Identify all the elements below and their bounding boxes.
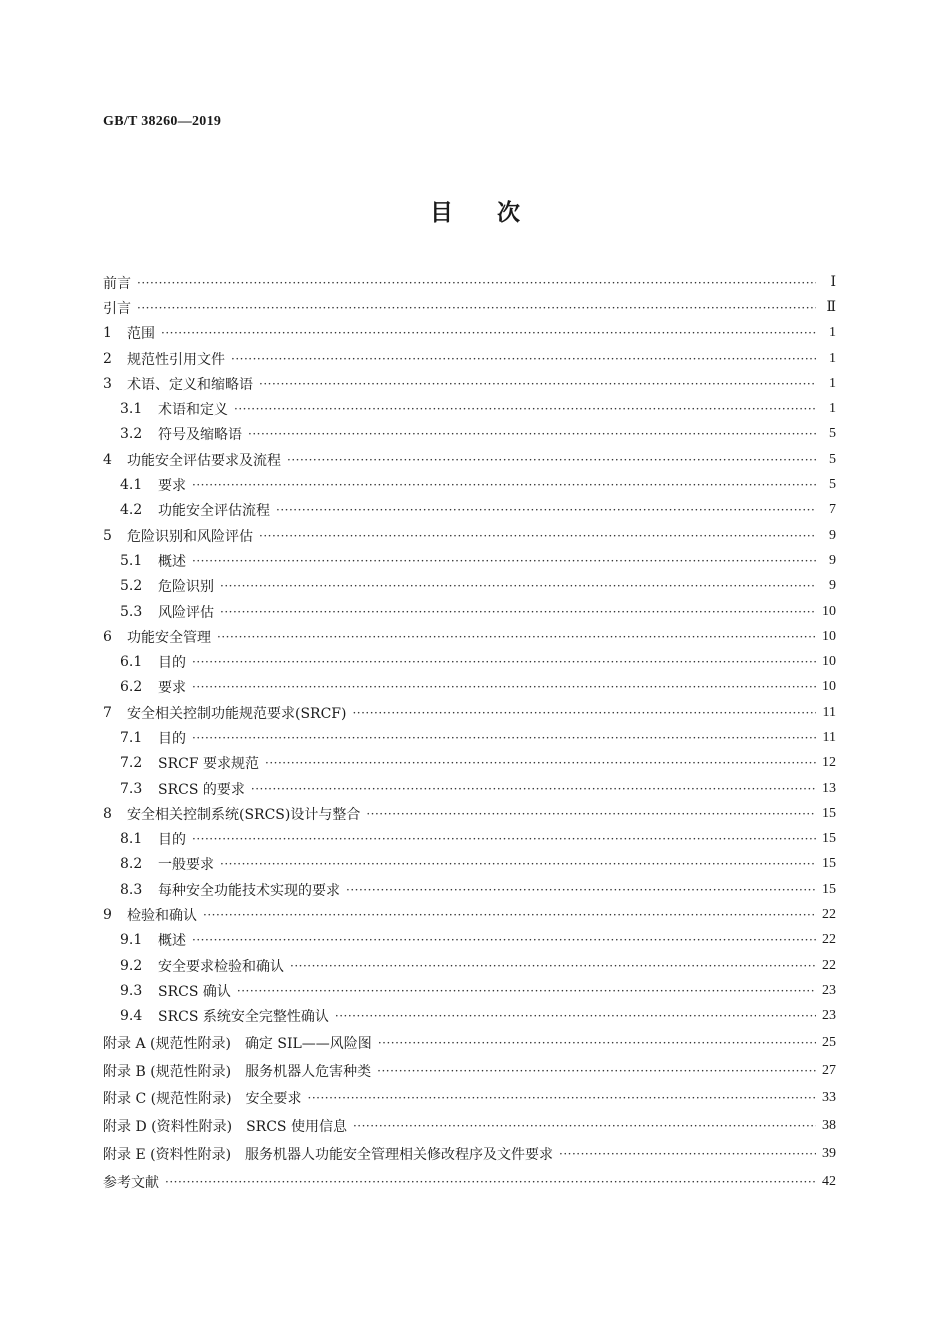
toc-entry[interactable]: [103, 1168, 836, 1196]
toc-entry[interactable]: [103, 953, 836, 978]
toc-leader-dots: [237, 985, 816, 997]
toc-section-number: 8.3: [120, 881, 143, 898]
toc-annex-label: 附录 E (资料性附录): [103, 1146, 232, 1163]
toc-entry-title: 范围: [127, 326, 155, 343]
toc-page-number: 5: [829, 426, 836, 442]
toc-entry-title: 检验和确认: [127, 908, 197, 925]
toc-section-number: 5.1: [120, 552, 143, 569]
toc-section-number: 3: [103, 375, 112, 392]
toc-section-number: 1: [103, 325, 112, 342]
toc-page-number: 10: [822, 679, 836, 695]
toc-section-number: 4: [103, 451, 112, 468]
toc-leader-dots: [353, 1120, 816, 1132]
toc-page-number: 23: [822, 982, 836, 998]
toc-entry-title: 规范性引用文件: [127, 351, 225, 368]
toc-annex-label: 附录 D (资料性附录): [103, 1119, 233, 1136]
toc-section-number: 6.2: [120, 679, 143, 696]
toc-entry[interactable]: [103, 902, 836, 927]
toc-section-number: 3.2: [120, 426, 143, 443]
toc-page-number: 10: [822, 654, 836, 670]
toc-page-number: 13: [822, 780, 836, 796]
toc-entry-title: 功能安全评估要求及流程: [127, 452, 281, 469]
toc-page-number: 11: [822, 729, 836, 745]
toc-section-number: 7.2: [120, 755, 143, 772]
toc-section-number: 9.2: [120, 957, 143, 974]
toc-annex-label: 附录 B (规范性附录): [103, 1063, 232, 1080]
toc-entry[interactable]: [103, 1004, 836, 1029]
toc-entry-title: 一般要求: [158, 857, 214, 874]
toc-leader-dots: [231, 353, 816, 365]
toc-section-number: 9.3: [120, 982, 143, 999]
toc-entry-title: 危险识别和风险评估: [127, 528, 253, 545]
toc-entry-title: 目的: [158, 832, 186, 849]
toc-entry[interactable]: [103, 700, 836, 725]
toc-entry[interactable]: [103, 548, 836, 573]
toc-entry-title: 前言: [103, 275, 131, 292]
toc-leader-dots: [203, 909, 816, 921]
toc-section-number: 9: [103, 907, 112, 924]
toc-page-number: 1: [829, 401, 836, 417]
toc-entry-title: 术语和定义: [158, 402, 228, 419]
toc-leader-dots: [335, 1010, 816, 1022]
toc-entry[interactable]: [103, 447, 836, 472]
toc-page-number: 9: [829, 578, 836, 594]
toc-page-number: 12: [822, 755, 836, 771]
toc-leader-dots: [192, 656, 816, 668]
toc-entry-title: 风险评估: [158, 604, 214, 621]
toc-leader-dots: [192, 732, 816, 744]
toc-annex-label: 附录 C (规范性附录): [103, 1091, 232, 1108]
toc-page-number: 22: [822, 907, 836, 923]
toc-page-number: 23: [822, 1008, 836, 1024]
toc-entry-title: 安全相关控制功能规范要求(SRCF): [127, 705, 347, 722]
toc-entry-title: 目的: [158, 655, 186, 672]
toc-page-number: 15: [822, 831, 836, 847]
table-of-contents: [103, 270, 836, 1196]
toc-entry[interactable]: [103, 776, 836, 801]
toc-entry[interactable]: [103, 321, 836, 346]
toc-entry[interactable]: [103, 1140, 836, 1168]
toc-section-number: 6.1: [120, 654, 143, 671]
toc-entry[interactable]: [103, 928, 836, 953]
toc-leader-dots: [137, 277, 816, 289]
toc-entry-title: 术语、定义和缩略语: [127, 376, 253, 393]
toc-section-number: 7.1: [120, 729, 143, 746]
toc-leader-dots: [220, 858, 816, 870]
toc-entry[interactable]: [103, 827, 836, 852]
toc-section-number: 8: [103, 805, 112, 822]
toc-entry[interactable]: [103, 270, 836, 295]
toc-leader-dots: [165, 1176, 816, 1188]
toc-section-number: 5: [103, 527, 112, 544]
toc-entry-title: 目的: [158, 730, 186, 747]
toc-section-number: 3.1: [120, 401, 143, 418]
toc-entry-title: 服务机器人功能安全管理相关修改程序及文件要求: [245, 1146, 554, 1163]
toc-entry-title: 参考文献: [103, 1174, 159, 1191]
toc-entry[interactable]: [103, 295, 836, 320]
toc-entry-title: 引言: [103, 300, 131, 317]
toc-entry-title: SRCF 要求规范: [158, 756, 260, 773]
toc-section-number: 5.3: [120, 603, 143, 620]
toc-entry[interactable]: [103, 1029, 836, 1057]
toc-entry-title: SRCS 的要求: [158, 781, 245, 798]
toc-entry[interactable]: [103, 523, 836, 548]
toc-section-number: 4.2: [120, 502, 143, 519]
toc-entry-title: SRCS 使用信息: [246, 1119, 347, 1136]
toc-page-number: 10: [822, 628, 836, 644]
toc-entry[interactable]: [103, 1112, 836, 1140]
toc-entry-title: 服务机器人危害种类: [245, 1063, 372, 1080]
toc-page-number: 22: [822, 957, 836, 973]
toc-leader-dots: [308, 1092, 816, 1104]
toc-entry[interactable]: [103, 877, 836, 902]
toc-page-number: 5: [829, 477, 836, 493]
toc-entry-title: SRCS 确认: [158, 983, 231, 1000]
toc-entry-title: 危险识别: [158, 579, 214, 596]
toc-page-number: 15: [822, 856, 836, 872]
toc-leader-dots: [248, 428, 816, 440]
toc-leader-dots: [287, 454, 816, 466]
toc-entry-title: 每种安全功能技术实现的要求: [158, 882, 340, 899]
toc-page-number: 22: [822, 932, 836, 948]
toc-leader-dots: [192, 833, 816, 845]
toc-leader-dots: [217, 631, 816, 643]
toc-leader-dots: [366, 808, 816, 820]
toc-entry[interactable]: [103, 725, 836, 750]
toc-page-number: 25: [822, 1034, 836, 1050]
toc-entry[interactable]: [103, 346, 836, 371]
toc-entry-title: 符号及缩略语: [158, 427, 242, 444]
toc-section-number: 9.1: [120, 932, 143, 949]
toc-entry[interactable]: [103, 472, 836, 497]
toc-entry[interactable]: [103, 624, 836, 649]
toc-page-number: 38: [822, 1118, 836, 1134]
toc-leader-dots: [161, 327, 816, 339]
toc-entry[interactable]: [103, 1085, 836, 1113]
toc-leader-dots: [346, 884, 816, 896]
toc-entry[interactable]: [103, 801, 836, 826]
toc-section-number: 8.1: [120, 831, 143, 848]
toc-leader-dots: [234, 403, 816, 415]
toc-page-number: 9: [829, 552, 836, 568]
toc-page-number: 5: [829, 451, 836, 467]
toc-entry[interactable]: [103, 371, 836, 396]
toc-page-number: 1: [829, 325, 836, 341]
toc-page-number: 42: [822, 1173, 836, 1189]
toc-leader-dots: [259, 378, 816, 390]
toc-leader-dots: [251, 783, 816, 795]
toc-entry-title: 安全相关控制系统(SRCS)设计与整合: [127, 806, 361, 823]
toc-entry[interactable]: [103, 675, 836, 700]
toc-section-number: 7.3: [120, 780, 143, 797]
toc-entry[interactable]: [103, 599, 836, 624]
toc-entry-title: 确定 SIL——风险图: [244, 1035, 372, 1052]
toc-leader-dots: [377, 1065, 816, 1077]
toc-section-number: 6: [103, 628, 112, 645]
toc-page-number: 7: [829, 502, 836, 518]
toc-page-number: Ⅱ: [826, 300, 836, 316]
toc-leader-dots: [192, 479, 816, 491]
toc-entry[interactable]: [103, 751, 836, 776]
toc-leader-dots: [259, 530, 816, 542]
toc-entry-title: 功能安全评估流程: [158, 503, 270, 520]
toc-entry-title: 要求: [158, 478, 186, 495]
toc-entry-title: 概述: [158, 553, 186, 570]
toc-entry-title: 概述: [158, 933, 186, 950]
toc-page-number: 9: [829, 527, 836, 543]
toc-entry-title: 要求: [158, 680, 186, 697]
toc-section-number: 4.1: [120, 477, 143, 494]
toc-leader-dots: [276, 504, 816, 516]
toc-leader-dots: [220, 580, 816, 592]
toc-leader-dots: [290, 960, 816, 972]
toc-leader-dots: [220, 606, 816, 618]
toc-entry-title: 安全要求: [245, 1091, 302, 1108]
toc-leader-dots: [137, 302, 816, 314]
toc-entry-title: SRCS 系统安全完整性确认: [158, 1009, 329, 1026]
toc-page-number: 11: [822, 704, 836, 720]
toc-entry[interactable]: [103, 978, 836, 1003]
toc-page-number: 1: [829, 375, 836, 391]
toc-leader-dots: [352, 707, 816, 719]
page-title: 目次: [430, 199, 564, 226]
toc-page-number: 27: [822, 1062, 836, 1078]
toc-leader-dots: [192, 681, 816, 693]
toc-entry[interactable]: [103, 498, 836, 523]
toc-leader-dots: [265, 757, 816, 769]
toc-entry[interactable]: [103, 574, 836, 599]
toc-leader-dots: [559, 1148, 816, 1160]
toc-leader-dots: [378, 1037, 816, 1049]
toc-entry-title: 安全要求检验和确认: [158, 958, 284, 975]
toc-page-number: 15: [822, 805, 836, 821]
toc-leader-dots: [192, 555, 816, 567]
toc-section-number: 2: [103, 350, 112, 367]
toc-entry[interactable]: [103, 396, 836, 421]
toc-section-number: 7: [103, 704, 112, 721]
toc-page-number: 39: [822, 1145, 836, 1161]
toc-entry[interactable]: [103, 649, 836, 674]
toc-page-number: 1: [829, 350, 836, 366]
toc-entry[interactable]: [103, 852, 836, 877]
standard-code: GB/T 38260—2019: [103, 114, 222, 129]
toc-annex-label: 附录 A (规范性附录): [103, 1035, 231, 1052]
toc-section-number: 9.4: [120, 1008, 143, 1025]
toc-section-number: 5.2: [120, 578, 143, 595]
toc-entry[interactable]: [103, 1057, 836, 1085]
toc-page-number: 15: [822, 881, 836, 897]
toc-section-number: 8.2: [120, 856, 143, 873]
toc-page-number: 33: [822, 1090, 836, 1106]
toc-leader-dots: [192, 934, 816, 946]
toc-page-number: 10: [822, 603, 836, 619]
toc-entry-title: 功能安全管理: [127, 629, 211, 646]
toc-entry[interactable]: [103, 422, 836, 447]
toc-page-number: Ⅰ: [830, 275, 836, 291]
